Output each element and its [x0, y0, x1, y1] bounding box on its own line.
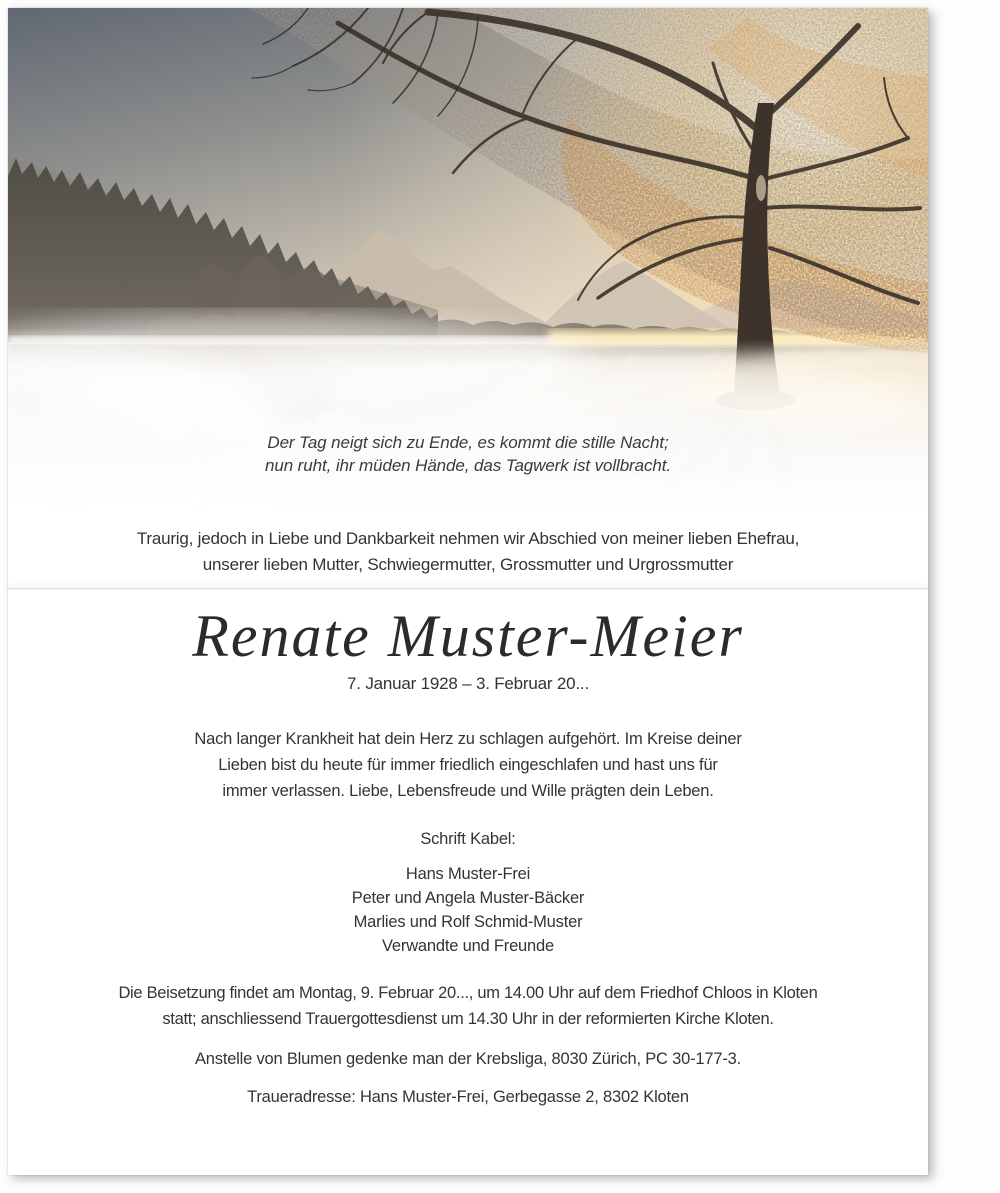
memorial-poem — [8, 432, 928, 477]
funeral-details — [8, 980, 928, 1032]
poem-line: nun ruht, ihr müden Hände, das Tagwerk ist vollbracht. — [265, 455, 671, 475]
memorial-photo — [8, 8, 928, 508]
funeral-line: Die Beisetzung findet am Montag, 9. Februar 20..., um 14.00 Uhr auf dem Friedhof Chloos in Kloten — [118, 984, 818, 1002]
obituary-line: Nach langer Krankheit hat dein Herz zu schlagen aufgehört. Im Kreise deiner — [194, 730, 742, 748]
deceased-name: Renate Muster-Meier — [192, 603, 744, 669]
mourner-name: Hans Muster-Frei — [405, 865, 531, 883]
mourning-address: Traueradresse: Hans Muster-Frei, Gerbegasse 2, 8302 Kloten — [247, 1088, 689, 1106]
typeface-note: Schrift Kabel: — [420, 830, 516, 848]
donation-note: Anstelle von Blumen gedenke man der Krebsliga, 8030 Zürich, PC 30-177-3. — [194, 1050, 741, 1068]
mourners-list — [8, 862, 928, 958]
obituary-line: immer verlassen. Liebe, Lebensfreude und Wille prägten dein Leben. — [222, 782, 714, 800]
obituary-line: Lieben bist du heute für immer friedlich eingeschlafen und hast uns für — [218, 756, 718, 774]
intro-line: unserer lieben Mutter, Schwiegermutter, Grossmutter und Urgrossmutter — [202, 555, 734, 574]
mourner-name: Verwandte und Freunde — [382, 937, 554, 955]
intro-paragraph — [8, 526, 928, 578]
card-body — [8, 526, 928, 1110]
card-fold-divider — [8, 587, 928, 590]
poem-line: Der Tag neigt sich zu Ende, es kommt die stille Nacht; — [267, 433, 669, 452]
memorial-card — [8, 8, 928, 1175]
mourner-name: Peter und Angela Muster-Bäcker — [351, 889, 585, 907]
obituary-paragraph — [8, 726, 928, 804]
mourner-name: Marlies und Rolf Schmid-Muster — [353, 913, 583, 931]
funeral-line: statt; anschliessend Trauergottesdienst um 14.30 Uhr in der reformierten Kirche Kloten. — [162, 1010, 774, 1028]
deceased-dates: 7. Januar 1928 – 3. Februar 20... — [347, 674, 589, 693]
intro-line: Traurig, jedoch in Liebe und Dankbarkeit nehmen wir Abschied von meiner lieben Ehefrau, — [136, 529, 800, 548]
bottom-fade — [8, 343, 928, 508]
